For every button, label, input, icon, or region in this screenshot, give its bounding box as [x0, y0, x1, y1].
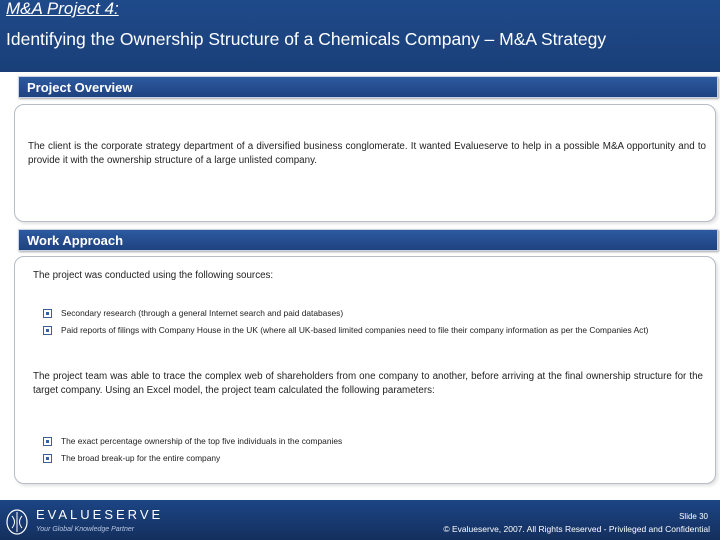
source-item-text: Paid reports of filings with Company House in the UK (where all UK-based limited companies need to file their company information as per the Companies Act): [61, 325, 649, 335]
list-item: [43, 453, 697, 464]
list-item: [43, 325, 697, 336]
list-item: [43, 436, 697, 447]
list-item: [43, 308, 697, 319]
overview-panel: [14, 104, 716, 222]
checkbox-bullet-icon: [43, 309, 52, 318]
approach-intro: The project was conducted using the following sources:: [33, 270, 274, 281]
slide-header: [0, 0, 720, 72]
brand-tagline: Your Global Knowledge Partner: [36, 526, 135, 533]
approach-middle-text: The project team was able to trace the complex web of shareholders from one company to another, before arriving at the final ownership structure for the target company. Using an Excel model, the project team calculated the following parameters:: [33, 371, 703, 396]
source-item-text: Secondary research (through a general Internet search and paid databases): [61, 308, 344, 318]
brand-name: EVALUESERVE: [36, 507, 164, 522]
slide-footer: [0, 500, 720, 540]
overview-heading: Project Overview: [27, 80, 133, 95]
approach-heading-bar: [18, 229, 718, 251]
project-kicker: M&A Project 4:: [6, 0, 119, 18]
overview-text: The client is the corporate strategy department of a diversified business conglomerate. It wanted Evalueserve to help in a possible M&A opportunity and to provide it with the ownership structure of a large unlisted company.: [28, 141, 706, 166]
checkbox-bullet-icon: [43, 437, 52, 446]
copyright-notice: © Evalueserve, 2007. All Rights Reserved - Privileged and Confidential: [443, 524, 710, 534]
overview-heading-bar: [18, 76, 718, 98]
evalueserve-logo-icon: [5, 508, 29, 536]
checkbox-bullet-icon: [43, 326, 52, 335]
checkbox-bullet-icon: [43, 454, 52, 463]
approach-heading: Work Approach: [27, 233, 124, 248]
approach-panel: [14, 256, 716, 484]
parameter-item-text: The exact percentage ownership of the top five individuals in the companies: [61, 436, 343, 446]
slide-number: Slide 30: [679, 512, 708, 521]
parameter-item-text: The broad break-up for the entire company: [61, 453, 221, 463]
slide-title: Identifying the Ownership Structure of a Chemicals Company – M&A Strategy: [6, 29, 607, 49]
